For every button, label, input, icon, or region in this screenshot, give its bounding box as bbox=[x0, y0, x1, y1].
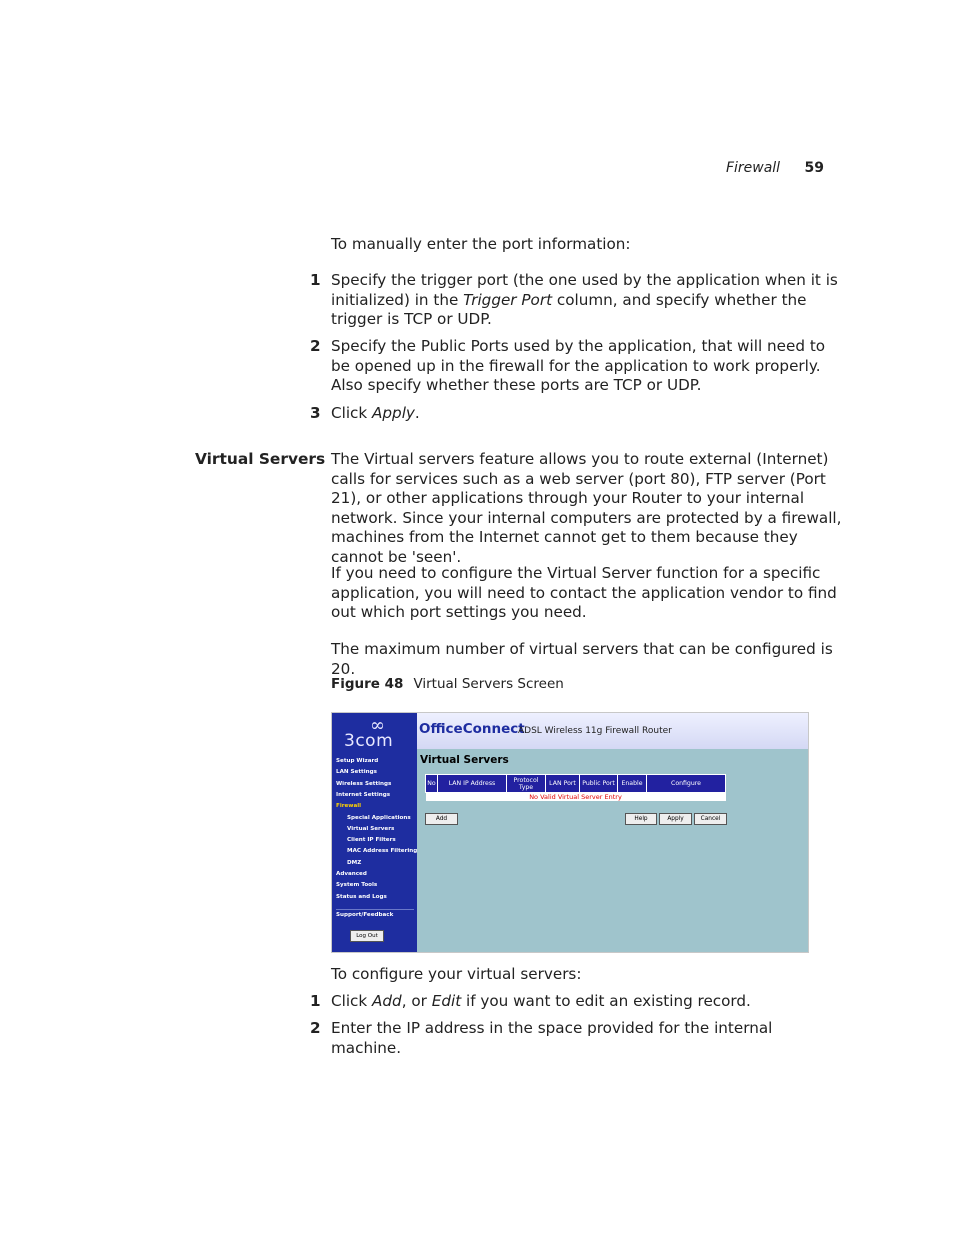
figure-caption bbox=[331, 676, 564, 692]
step-text: Specify the Public Ports used by the application, that will need to be opened up in the firewall for the application to work properly. Also specify whether these ports are TCP or UDP. bbox=[331, 337, 826, 395]
add-button[interactable]: Add bbox=[425, 813, 458, 825]
table-row bbox=[426, 793, 726, 802]
router-nav-item[interactable]: Status and Logs bbox=[336, 893, 387, 900]
configure-intro: To configure your virtual servers: bbox=[331, 965, 582, 983]
router-nav-item[interactable]: Advanced bbox=[336, 871, 367, 877]
step-number: 2 bbox=[310, 1019, 321, 1037]
paragraph: The maximum number of virtual servers that can be configured is 20. bbox=[331, 640, 833, 678]
3com-swirl-icon: ∞ bbox=[370, 715, 385, 736]
step-number: 1 bbox=[310, 271, 321, 289]
logout-button[interactable]: Log Out bbox=[350, 930, 384, 942]
col-header: Enable bbox=[618, 775, 647, 793]
paragraph: The Virtual servers feature allows you to route external (Internet) calls for services such as a web server (port 80), FTP server (Port 21), or other applications through your Router to your internal network. Since your internal computers are protected by a firewall, machines from the Internet cannot get to them because they cannot be 'seen'. bbox=[331, 450, 842, 566]
router-nav-item[interactable]: Internet Settings bbox=[336, 791, 391, 798]
brand-name: OfficeConnect bbox=[419, 721, 525, 737]
step-number: 1 bbox=[310, 992, 321, 1010]
3com-logo: 3com bbox=[344, 731, 394, 751]
router-nav-item[interactable]: System Tools bbox=[336, 882, 378, 889]
header-section: Firewall bbox=[725, 160, 781, 176]
router-screenshot bbox=[331, 712, 809, 953]
section-heading: Virtual Servers bbox=[195, 450, 326, 468]
figure-label: Figure 48 bbox=[331, 676, 404, 692]
router-banner bbox=[417, 713, 809, 749]
col-header: Public Port bbox=[580, 775, 618, 793]
router-nav-item[interactable]: MAC Address Filtering bbox=[347, 848, 418, 855]
step-number: 2 bbox=[310, 337, 321, 355]
intro-text: To manually enter the port information: bbox=[331, 235, 631, 253]
router-nav-item[interactable]: LAN Settings bbox=[336, 769, 377, 776]
router-nav-item[interactable]: Support/Feedback bbox=[336, 911, 394, 918]
table-header-row bbox=[426, 775, 726, 793]
col-header: Configure bbox=[647, 775, 726, 793]
col-header: Protocol Type bbox=[507, 775, 546, 793]
col-header: LAN IP Address bbox=[438, 775, 507, 793]
page-number: 59 bbox=[804, 160, 824, 176]
brand-subtitle: ADSL Wireless 11g Firewall Router bbox=[518, 726, 672, 736]
step-text: Click Apply. bbox=[331, 404, 420, 422]
nav-divider bbox=[336, 909, 414, 910]
figure-title: Virtual Servers Screen bbox=[413, 676, 564, 692]
router-nav-item[interactable]: Client IP Filters bbox=[347, 837, 396, 844]
apply-button[interactable]: Apply bbox=[659, 813, 692, 825]
running-header bbox=[726, 160, 824, 176]
step-text: Click Add, or Edit if you want to edit an existing record. bbox=[331, 992, 751, 1010]
router-nav-item[interactable]: Virtual Servers bbox=[347, 825, 395, 832]
paragraph: If you need to configure the Virtual Server function for a specific application, you will need to contact the application vendor to find out which port settings you need. bbox=[331, 564, 837, 622]
help-button[interactable]: Help bbox=[625, 813, 657, 825]
step-text: Specify the trigger port (the one used by the application when it is initialized) in the Trigger Port column, and specify whether the trigger is TCP or UDP. bbox=[331, 271, 838, 329]
cancel-button[interactable]: Cancel bbox=[694, 813, 727, 825]
step-number: 3 bbox=[310, 404, 321, 422]
virtual-server-table bbox=[425, 774, 726, 801]
col-header: LAN Port bbox=[546, 775, 580, 793]
router-nav-item[interactable]: Special Applications bbox=[347, 814, 411, 821]
router-sidebar bbox=[332, 713, 417, 953]
router-nav-item[interactable]: Firewall bbox=[336, 803, 362, 810]
col-header: No bbox=[426, 775, 438, 793]
router-nav-item[interactable]: Wireless Settings bbox=[336, 780, 392, 787]
router-nav-item[interactable]: Setup Wizard bbox=[336, 758, 379, 764]
empty-message: No Valid Virtual Server Entry bbox=[426, 793, 726, 802]
router-nav-item[interactable]: DMZ bbox=[347, 859, 362, 866]
step-text: Enter the IP address in the space provided for the internal machine. bbox=[331, 1019, 773, 1057]
router-page-title: Virtual Servers bbox=[420, 754, 509, 766]
